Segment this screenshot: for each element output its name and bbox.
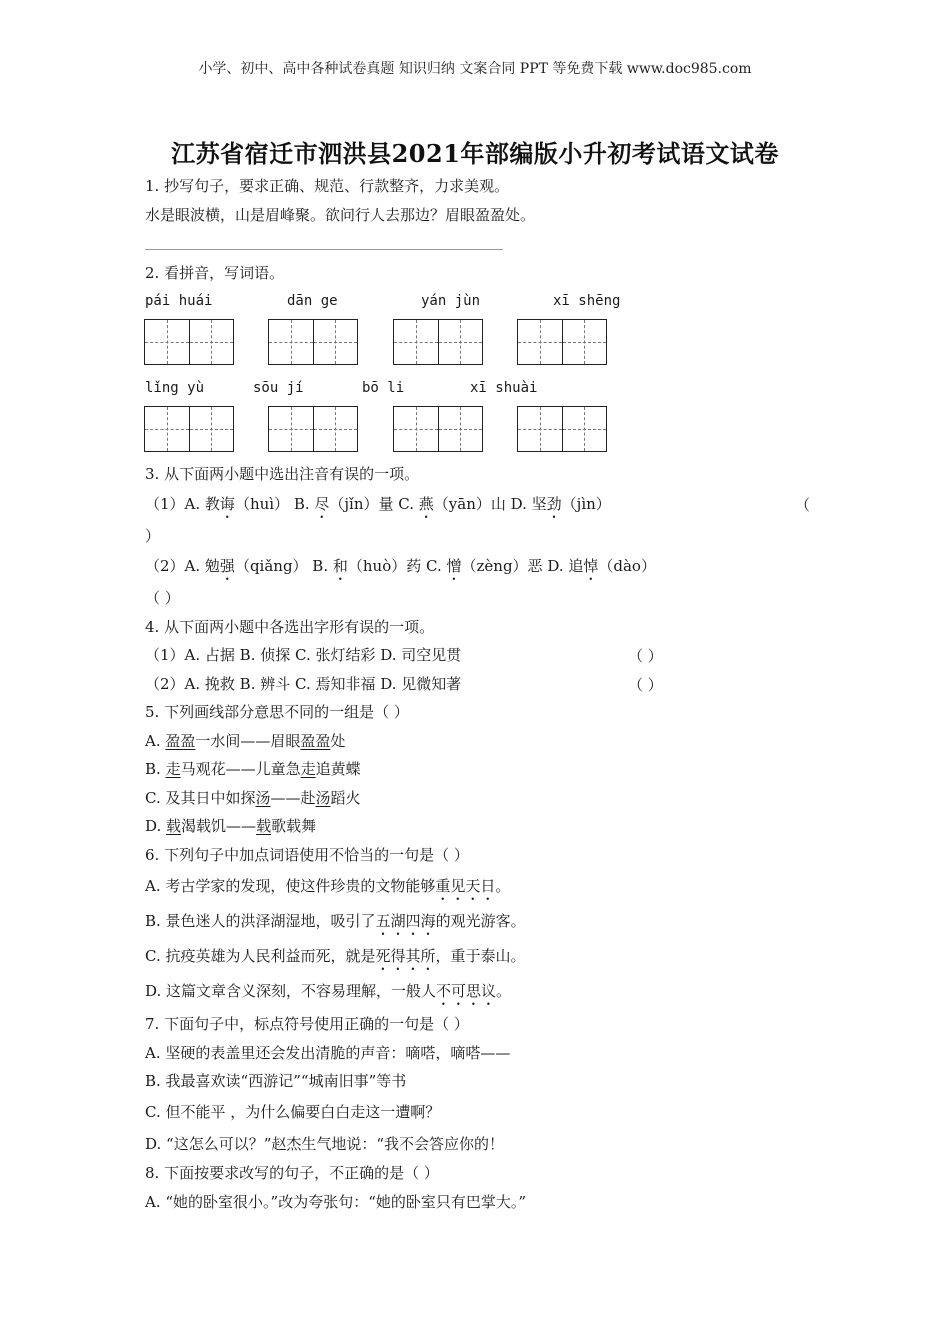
q3-sub1 [145, 494, 611, 522]
q7-option-c[interactable]: C. 但不能平 ，为什么偏要白白走这一遭啊？ [145, 1103, 441, 1121]
q5-a-end: 处 [330, 732, 346, 750]
q3-s2-lead: （2）A. 勉 [145, 557, 220, 575]
q5-option-a[interactable] [145, 731, 345, 751]
writing-grid-7[interactable] [393, 406, 483, 452]
q3-s2-b-rest: （huò）药 C. [347, 557, 447, 575]
writing-grid-8[interactable] [517, 406, 607, 452]
q5-d-end: 歌载舞 [271, 817, 317, 835]
q3-s2-a-dotted: 强 [219, 557, 235, 575]
q6-stem: 6. 下列句子中加点词语使用不恰当的一句是（ ） [145, 846, 469, 864]
q6-c-end: ，重于泰山。 [435, 947, 526, 965]
q5-d-underlined-2: 载 [256, 817, 272, 835]
q5-a-mid: 一水间——眉眼 [195, 732, 301, 750]
copy-answer-line[interactable] [145, 249, 503, 250]
q5-option-b[interactable] [145, 759, 361, 779]
q5-a-prefix: A. [145, 732, 166, 750]
q6-option-a[interactable] [145, 876, 510, 904]
q6-d-prefix: D. 这篇文章含义深刻，不容易理解，一般人 [145, 982, 437, 1000]
q5-c-mid: ——赴 [270, 789, 316, 807]
q3-s1-lead: （1）A. 教 [145, 495, 220, 513]
q6-c-dotted-phrase: 死得其所 [375, 947, 436, 965]
pinyin-8: xī shuài [470, 380, 538, 396]
q5-c-underlined-2: 汤 [315, 789, 331, 807]
q3-stem: 3. 从下面两小题中选出注音有误的一项。 [145, 465, 420, 483]
q5-c-prefix: C. 及其日中如探 [145, 789, 256, 807]
q5-d-underlined-1: 载 [166, 817, 182, 835]
writing-grid-6[interactable] [268, 406, 358, 452]
pinyin-5: lǐng yù [145, 380, 205, 396]
pinyin-7: bō li [362, 380, 405, 396]
q6-c-prefix: C. 抗疫英雄为人民利益而死，就是 [145, 947, 376, 965]
q7-option-d[interactable]: D. “这怎么可以？”赵杰生气地说：“我不会答应你的！ [145, 1135, 505, 1153]
pinyin-6: sōu jí [253, 380, 304, 396]
q7-option-b[interactable]: B. 我最喜欢读“西游记”“城南旧事”等书 [145, 1072, 407, 1090]
q6-b-dotted-phrase: 五湖四海 [375, 912, 436, 930]
q5-stem: 5. 下列画线部分意思不同的一组是（ ） [145, 703, 409, 721]
pinyin-1: pái huái [145, 293, 213, 309]
q1-text: 水是眼波横，山是眉峰聚。欲问行人去那边？眉眼盈盈处。 [145, 206, 536, 224]
writing-grid-1[interactable] [144, 319, 234, 365]
site-header: 小学、初中、高中各种试卷真题 知识归纳 文案合同 PPT 等免费下载 www.doc985.com [198, 61, 752, 77]
q6-option-b[interactable] [145, 911, 526, 939]
q3-s1-d-rest: （jìn） [561, 495, 611, 513]
q5-b-end: 追黄蝶 [315, 760, 361, 778]
writing-grid-4[interactable] [517, 319, 607, 365]
q3-s2-d-dotted: 悼 [583, 557, 599, 575]
q3-s2-answer[interactable]: （ ） [145, 589, 180, 607]
writing-grid-2[interactable] [268, 319, 358, 365]
q4-s1-answer[interactable]: （ ） [628, 647, 663, 665]
q5-a-underlined-2: 盈盈 [300, 732, 331, 750]
q1-stem: 1. 抄写句子，要求正确、规范、行款整齐，力求美观。 [145, 177, 510, 195]
q5-b-mid: 马观花——儿童急 [180, 760, 301, 778]
q3-s1-b-dotted: 尽 [314, 495, 330, 513]
q3-s2-c-dotted: 憎 [446, 557, 462, 575]
q3-s2-a-rest: （qiǎng） B. [234, 557, 333, 575]
q3-s1-a-dotted: 诲 [219, 495, 235, 513]
q8-stem: 8. 下面按要求改写的句子，不正确的是（ ） [145, 1164, 439, 1182]
writing-grid-3[interactable] [393, 319, 483, 365]
q5-b-prefix: B. [145, 760, 166, 778]
q6-b-end: 的观光游客。 [435, 912, 526, 930]
q3-s1-a-rest: （huì） B. [234, 495, 315, 513]
q3-s1-answer-close[interactable]: ） [145, 527, 161, 545]
q8-option-a[interactable]: A. “她的卧室很小。”改为夸张句：“她的卧室只有巴掌大。” [145, 1193, 527, 1211]
q7-stem: 7. 下面句子中，标点符号使用正确的一句是（ ） [145, 1015, 469, 1033]
q5-c-end: 蹈火 [330, 789, 361, 807]
pinyin-4: xī shēng [553, 293, 621, 309]
q3-s2-b-dotted: 和 [332, 557, 348, 575]
q3-s2-d-rest: （dào） [598, 557, 656, 575]
q5-b-underlined-1: 走 [165, 760, 181, 778]
q3-s1-c-rest: （yān）山 D. 坚 [433, 495, 547, 513]
q3-s1-b-rest: （jǐn）量 C. [329, 495, 419, 513]
q5-option-d[interactable] [145, 816, 316, 836]
q2-stem: 2. 看拼音，写词语。 [145, 264, 285, 282]
q6-b-prefix: B. 景色迷人的洪泽湖湿地，吸引了 [145, 912, 376, 930]
q5-a-underlined-1: 盈盈 [165, 732, 196, 750]
q6-d-dotted-phrase: 不可思议 [436, 982, 497, 1000]
q3-s1-answer-open[interactable]: （ [795, 496, 811, 514]
q4-s2-answer[interactable]: （ ） [628, 676, 663, 694]
q6-option-d[interactable] [145, 981, 511, 1009]
q3-s1-d-dotted: 劲 [546, 495, 562, 513]
q3-s2-c-rest: （zèng）恶 D. 追 [461, 557, 584, 575]
q6-d-end: 。 [496, 982, 512, 1000]
q6-a-end: 。 [495, 877, 511, 895]
q5-c-underlined-1: 汤 [255, 789, 271, 807]
pinyin-3: yán jùn [421, 293, 481, 309]
q6-a-dotted-phrase: 重见天日 [435, 877, 496, 895]
q3-s1-c-dotted: 燕 [418, 495, 434, 513]
q4-sub2: （2）A. 挽救 B. 辨斗 C. 焉知非福 D. 见微知著 [145, 675, 462, 693]
q5-option-c[interactable] [145, 788, 361, 808]
writing-grid-5[interactable] [144, 406, 234, 452]
q4-stem: 4. 从下面两小题中各选出字形有误的一项。 [145, 618, 435, 636]
q3-sub2 [145, 556, 656, 584]
pinyin-2: dān ge [287, 293, 338, 309]
q6-a-prefix: A. 考古学家的发现，使这件珍贵的文物能够 [145, 877, 436, 895]
q5-b-underlined-2: 走 [300, 760, 316, 778]
q4-sub1: （1）A. 占据 B. 侦探 C. 张灯结彩 D. 司空见贯 [145, 646, 462, 664]
q6-option-c[interactable] [145, 946, 526, 974]
exam-title: 江苏省宿迁市泗洪县2021年部编版小升初考试语文试卷 [171, 139, 779, 168]
q5-d-prefix: D. [145, 817, 167, 835]
q7-option-a[interactable]: A. 坚硬的表盖里还会发出清脆的声音：嘀嗒，嘀嗒—— [145, 1044, 511, 1062]
q5-d-mid: 渴载饥—— [181, 817, 257, 835]
